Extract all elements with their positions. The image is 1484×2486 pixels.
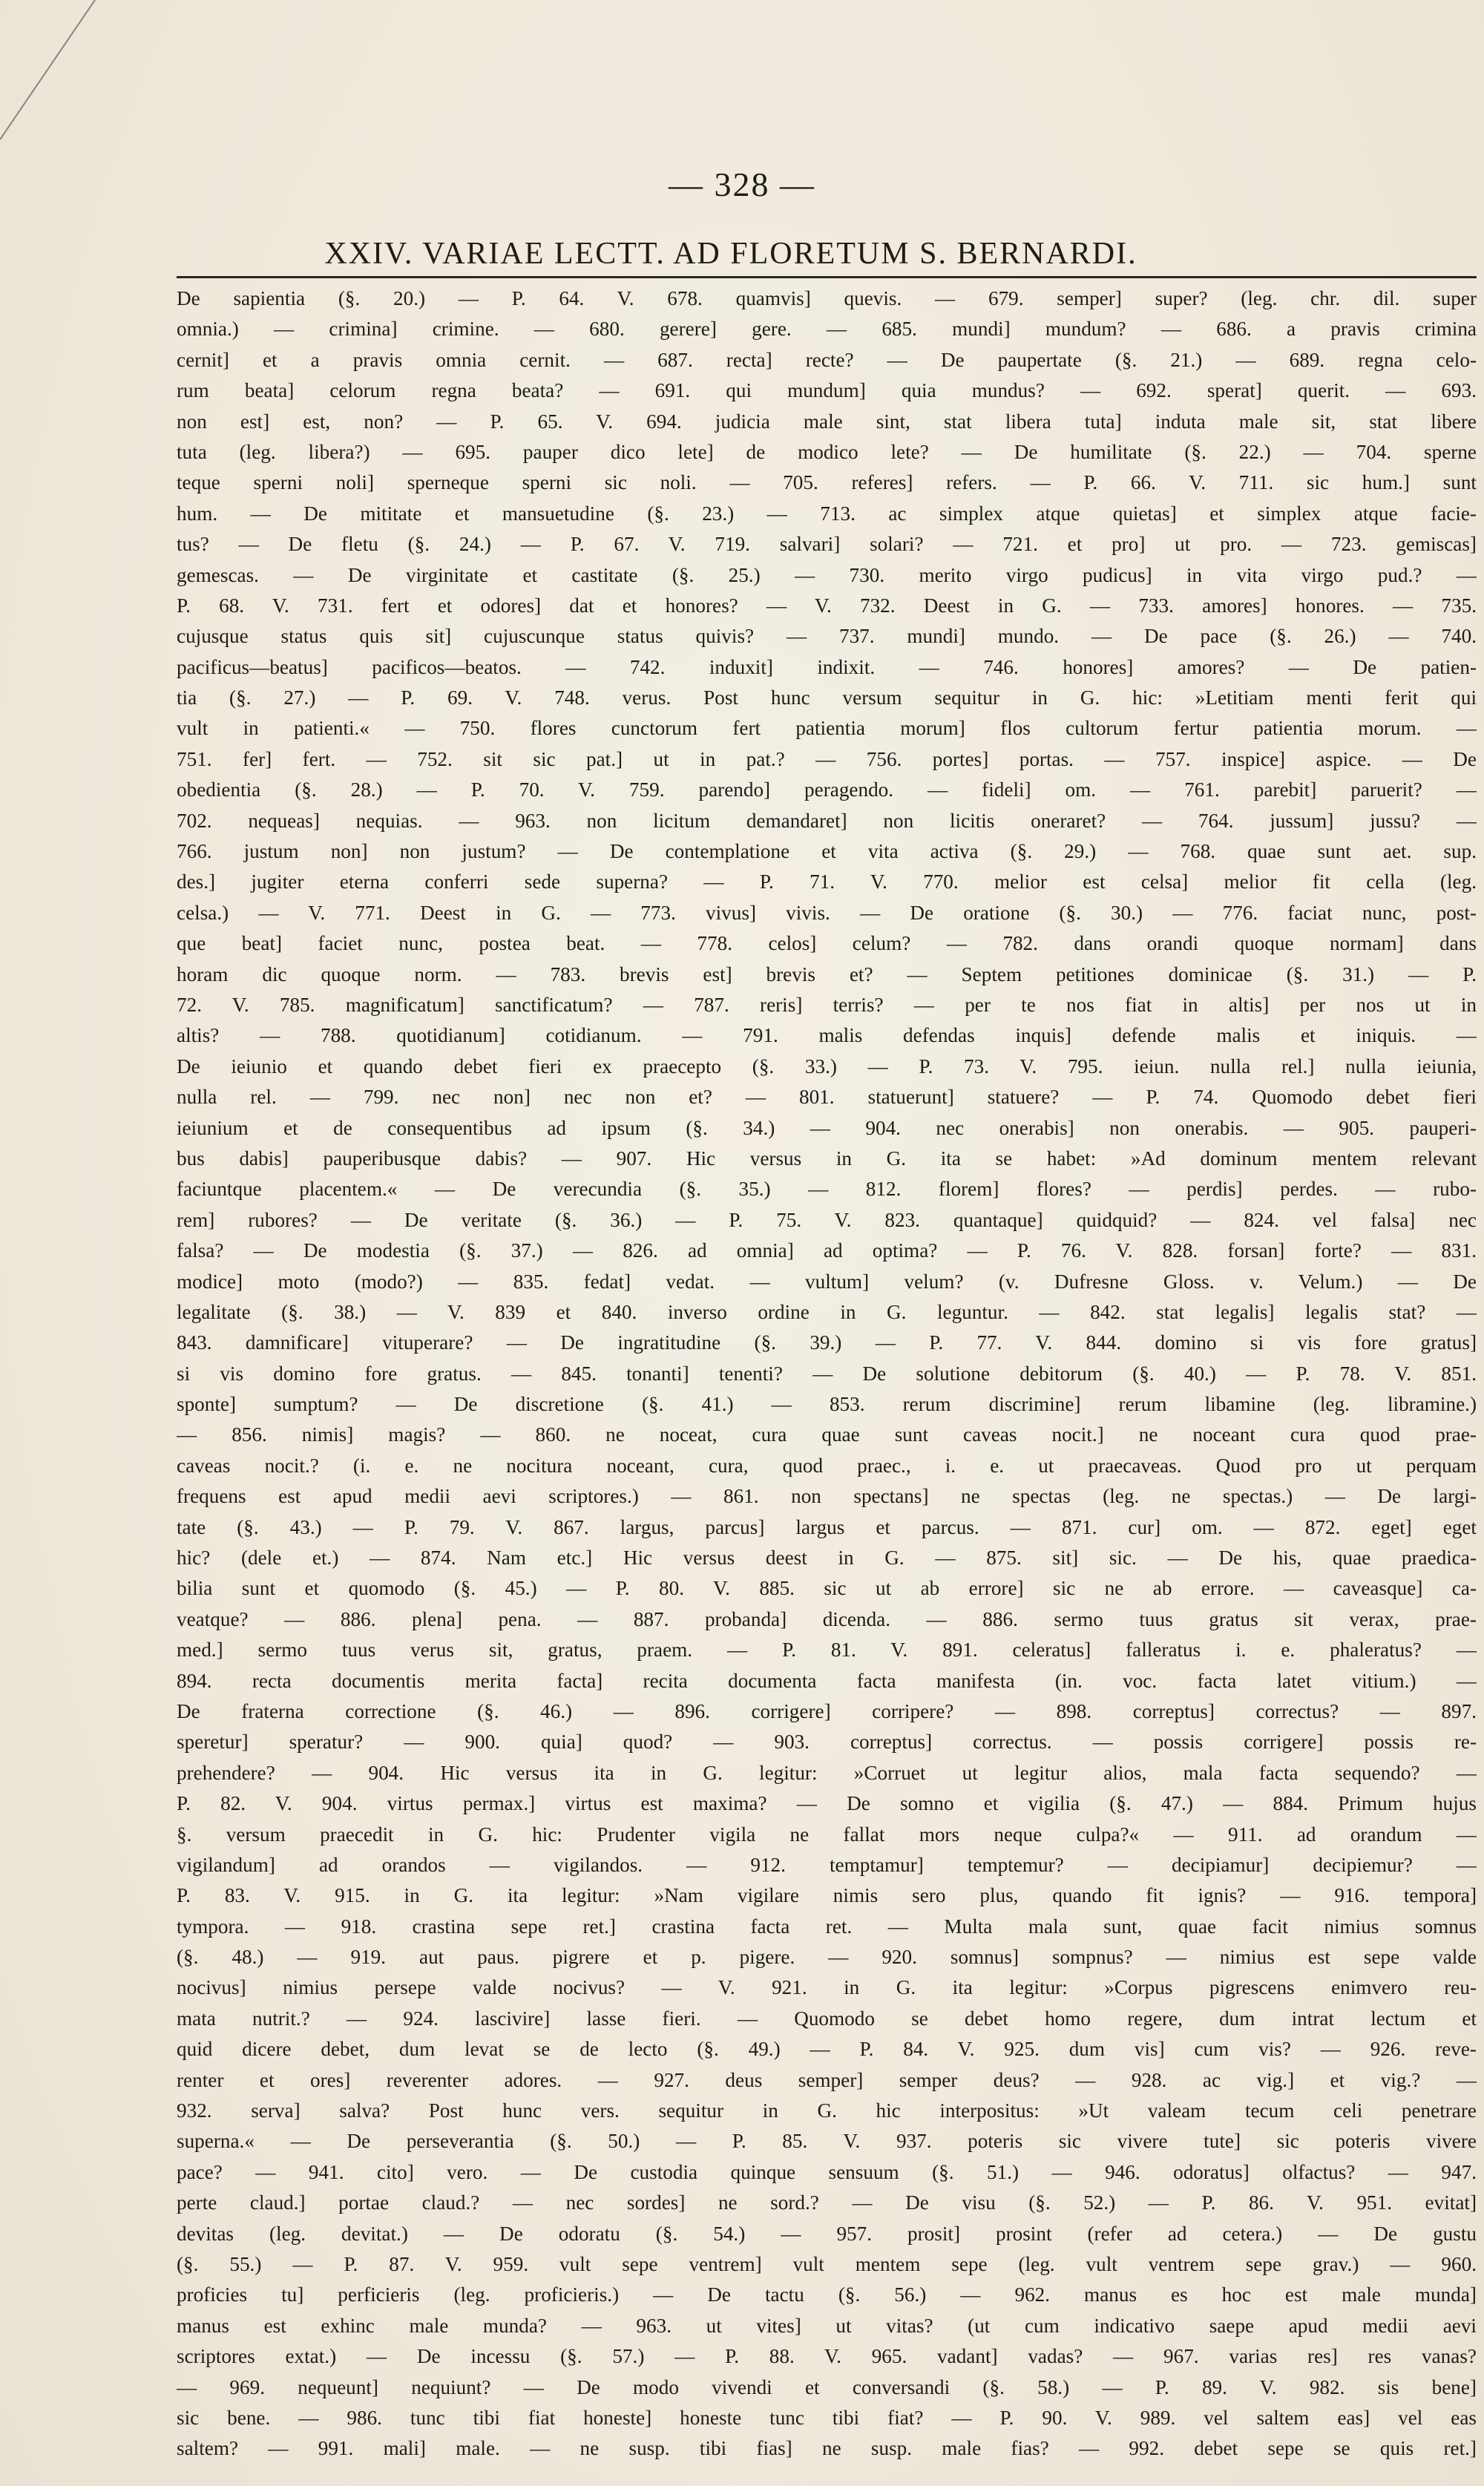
text-line: horam dic quoque norm. — 783. brevis est] brevis et? — Septem petitiones dominicae (§. 31.) — P. — [177, 962, 1477, 985]
text-line: 843. damnificare] vituperare? — De ingratitudine (§. 39.) — P. 77. V. 844. domino si vis fore gratus] — [177, 1331, 1477, 1354]
text-line: — 969. nequeunt] nequiunt? — De modo vivendi et conversandi (§. 58.) — P. 89. V. 982. sis bene] — [177, 2375, 1477, 2398]
text-line: non est] est, non? — P. 65. V. 694. judicia male sint, stat libera tuta] induta male sit, stat libere — [177, 410, 1477, 433]
text-line: faciuntque placentem.« — De verecundia (§. 35.) — 812. florem] flores? — perdis] perdes. — rubo- — [177, 1178, 1477, 1201]
text-line: nulla rel. — 799. nec non] nec non et? — 801. statuerunt] statuere? — P. 74. Quomodo debet fieri — [177, 1086, 1477, 1109]
text-line: rum beata] celorum regna beata? — 691. qui mundum] quia mundus? — 692. sperat] querit. — 693. — [177, 379, 1477, 402]
text-line: De sapientia (§. 20.) — P. 64. V. 678. quamvis] quevis. — 679. semper] super? (leg. chr. dil. super — [177, 287, 1477, 309]
text-line: tate (§. 43.) — P. 79. V. 867. largus, parcus] largus et parcus. — 871. cur] om. — 872. eget] eget — [177, 1515, 1477, 1538]
text-line: proficies tu] perficieris (leg. proficieris.) — De tactu (§. 56.) — 962. manus es hoc est male munda] — [177, 2283, 1477, 2306]
text-line: saltem? — 991. mali] male. — ne susp. tibi fias] ne susp. male fias? — 992. debet sepe se quis ret.] — [177, 2437, 1477, 2460]
text-line: tus? — De fletu (§. 24.) — P. 67. V. 719. salvari] solari? — 721. et pro] ut pro. — 723. gemiscas] — [177, 533, 1477, 556]
text-line: bus dabis] pauperibusque dabis? — 907. Hic versus in G. ita se habet: »Ad dominum mentem relevant — [177, 1147, 1477, 1170]
text-line: omnia.) — crimina] crimine. — 680. gerere] gere. — 685. mundi] mundum? — 686. a pravis crimina — [177, 318, 1477, 341]
text-line: vigilandum] ad orandos — vigilandos. — 912. temptamur] temptemur? — decipiamur] decipiemur? — — [177, 1853, 1477, 1876]
text-line: altis? — 788. quotidianum] cotidianum. — 791. malis defendas inquis] defende malis et iniquis. — — [177, 1024, 1477, 1047]
text-line: pace? — 941. cito] vero. — De custodia quinque sensuum (§. 51.) — 946. odoratus] olfactus? — 947. — [177, 2160, 1477, 2183]
text-line: falsa? — De modestia (§. 37.) — 826. ad omnia] ad optima? — P. 76. V. 828. forsan] forte? — 831. — [177, 1239, 1477, 1262]
text-line: cujusque status quis sit] cujuscunque status quivis? — 737. mundi] mundo. — De pace (§. 26.) — 740. — [177, 625, 1477, 648]
text-line: tia (§. 27.) — P. 69. V. 748. verus. Post hunc versum sequitur in G. hic: »Letitiam menti ferit qui — [177, 686, 1477, 709]
text-line: P. 82. V. 904. virtus permax.] virtus est maxima? — De somno et vigilia (§. 47.) — 884. Primum hujus — [177, 1792, 1477, 1815]
text-line: sponte] sumptum? — De discretione (§. 41.) — 853. rerum discrimine] rerum libamine (leg. libramine.) — [177, 1393, 1477, 1416]
body-text — [177, 283, 1477, 2464]
text-line: rem] rubores? — De veritate (§. 36.) — P. 75. V. 823. quantaque] quidquid? — 824. vel falsa] nec — [177, 1208, 1477, 1231]
text-line: teque sperni noli] sperneque sperni sic noli. — 705. referes] refers. — P. 66. V. 711. sic hum.] sunt — [177, 471, 1477, 494]
text-line: veatque? — 886. plena] pena. — 887. probanda] dicenda. — 886. sermo tuus gratus sit verax, prae- — [177, 1607, 1477, 1630]
text-line: prehendere? — 904. Hic versus ita in G. legitur: »Corruet ut legitur alios, mala facta sequendo? — — [177, 1761, 1477, 1784]
text-line: obedientia (§. 28.) — P. 70. V. 759. parendo] peragendo. — fideli] om. — 761. parebit] paruerit? — — [177, 778, 1477, 801]
text-line: §. versum praecedit in G. hic: Prudenter vigila ne fallat mors neque culpa?« — 911. ad orandum — — [177, 1823, 1477, 1846]
text-line: nocivus] nimius persepe valde nocivus? — V. 921. in G. ita legitur: »Corpus pigrescens enimvero reu- — [177, 1976, 1477, 1999]
text-line: legalitate (§. 38.) — V. 839 et 840. inverso ordine in G. leguntur. — 842. stat legalis] legalis stat? — — [177, 1300, 1477, 1323]
text-line: (§. 55.) — P. 87. V. 959. vult sepe ventrem] vult mentem sepe (leg. vult ventrem sepe grav.) — 960. — [177, 2253, 1477, 2275]
text-line: speretur] speratur? — 900. quia] quod? — 903. correptus] correctus. — possis corrigere] possis re- — [177, 1731, 1477, 1754]
text-line: hum. — De mititate et mansuetudine (§. 23.) — 713. ac simplex atque quietas] et simplex atque facie- — [177, 502, 1477, 525]
heading-rule — [177, 276, 1477, 278]
text-line: 72. V. 785. magnificatum] sanctificatum? — 787. reris] terris? — per te nos fiat in altis] per nos ut in — [177, 993, 1477, 1016]
text-line: frequens est apud medii aevi scriptores.) — 861. non spectans] ne spectas (leg. ne spectas.) — De largi- — [177, 1485, 1477, 1508]
page-corner-mark — [0, 0, 104, 141]
text-line: med.] sermo tuus verus sit, gratus, praem. — P. 81. V. 891. celeratus] falleratus i. e. phaleratus? — — [177, 1639, 1477, 1662]
text-line: P. 83. V. 915. in G. ita legitur: »Nam vigilare nimis sero plus, quando fit ignis? — 916. tempora] — [177, 1884, 1477, 1907]
text-line: bilia sunt et quomodo (§. 45.) — P. 80. V. 885. sic ut ab errore] sic ne ab errore. — caveasque] ca- — [177, 1577, 1477, 1600]
text-line: hic? (dele et.) — 874. Nam etc.] Hic versus deest in G. — 875. sit] sic. — De his, quae praedica- — [177, 1547, 1477, 1570]
text-line: quid dicere debet, dum levat se de lecto (§. 49.) — P. 84. V. 925. dum vis] cum vis? — 926. reve- — [177, 2038, 1477, 2061]
text-line: mata nutrit.? — 924. lascivire] lasse fieri. — Quomodo se debet homo regere, dum intrat lectum et — [177, 2007, 1477, 2030]
text-line: ieiunium et de consequentibus ad ipsum (§. 34.) — 904. nec onerabis] non onerabis. — 905. pauperi- — [177, 1116, 1477, 1139]
text-line: si vis domino fore gratus. — 845. tonanti] tenenti? — De solutione debitorum (§. 40.) — P. 78. V. 851. — [177, 1362, 1477, 1385]
text-line: pacificus—beatus] pacificos—beatos. — 742. induxit] indixit. — 746. honores] amores? — De patien- — [177, 655, 1477, 678]
text-line: scriptores extat.) — De incessu (§. 57.) — P. 88. V. 965. vadant] vadas? — 967. varias res] res vanas? — [177, 2345, 1477, 2368]
text-line: 751. fer] fert. — 752. sit sic pat.] ut in pat.? — 756. portes] portas. — 757. inspice] aspice. — De — [177, 747, 1477, 770]
text-line: modice] moto (modo?) — 835. fedat] vedat. — vultum] velum? (v. Dufresne Gloss. v. Velum.) — De — [177, 1270, 1477, 1293]
text-line: celsa.) — V. 771. Deest in G. — 773. vivus] vivis. — De oratione (§. 30.) — 776. faciat nunc, post- — [177, 901, 1477, 924]
text-line: que beat] faciet nunc, postea beat. — 778. celos] celum? — 782. dans orandi quoque normam] dans — [177, 932, 1477, 955]
text-line: De ieiunio et quando debet fieri ex praecepto (§. 33.) — P. 73. V. 795. ieiun. nulla rel.] nulla ieiunia, — [177, 1055, 1477, 1078]
text-line: vult in patienti.« — 750. flores cunctorum fert patientia morum] flos cultorum fertur patientia morum. — — [177, 717, 1477, 740]
text-line: devitas (leg. devitat.) — De odoratu (§. 54.) — 957. prosit] prosint (refer ad cetera.) — De gustu — [177, 2222, 1477, 2245]
text-line: sic bene. — 986. tunc tibi fiat honeste] honeste tunc tibi fiat? — P. 90. V. 989. vel saltem eas] vel eas — [177, 2406, 1477, 2429]
text-line: 932. serva] salva? Post hunc vers. sequitur in G. hic interpositus: »Ut valeam tecum celi penetrare — [177, 2099, 1477, 2122]
text-line: P. 68. V. 731. fert et odores] dat et honores? — V. 732. Deest in G. — 733. amores] honores. — 735. — [177, 594, 1477, 617]
text-line: des.] jugiter eterna conferri sede superna? — P. 71. V. 770. melior est celsa] melior fit cella (leg. — [177, 870, 1477, 893]
text-line: manus est exhinc male munda? — 963. ut vites] ut vitas? (ut cum indicativo saepe apud medii aevi — [177, 2314, 1477, 2337]
section-heading: XXIV. VARIAE LECTT. AD FLORETUM S. BERNARDI. — [324, 237, 1137, 271]
text-line: De fraterna correctione (§. 46.) — 896. corrigere] corripere? — 898. correptus] correctus? — 897. — [177, 1699, 1477, 1722]
text-line: superna.« — De perseverantia (§. 50.) — P. 85. V. 937. poteris sic vivere tute] sic poteris vivere — [177, 2130, 1477, 2153]
text-line: 894. recta documentis merita facta] recita documenta facta manifesta (in. voc. facta latet vitium.) — — [177, 1669, 1477, 1692]
text-line: tympora. — 918. crastina sepe ret.] crastina facta ret. — Multa mala sunt, quae facit nimius somnus — [177, 1915, 1477, 1938]
text-line: (§. 48.) — 919. aut paus. pigrere et p. pigere. — 920. somnus] sompnus? — nimius est sepe valde — [177, 1946, 1477, 1969]
text-line: gemescas. — De virginitate et castitate (§. 25.) — 730. merito virgo pudicus] in vita virgo pud.? — — [177, 563, 1477, 586]
page-number: — 328 — — [669, 165, 815, 203]
text-line: cernit] et a pravis omnia cernit. — 687. recta] recte? — De paupertate (§. 21.) — 689. regna celo- — [177, 348, 1477, 371]
text-line: — 856. nimis] magis? — 860. ne noceat, cura quae sunt caveas nocit.] ne noceant cura quod prae- — [177, 1423, 1477, 1446]
text-line: perte claud.] portae claud.? — nec sordes] ne sord.? — De visu (§. 52.) — P. 86. V. 951. evitat] — [177, 2191, 1477, 2214]
text-line: renter et ores] reverenter adores. — 927. deus semper] semper deus? — 928. ac vig.] et vig.? — — [177, 2068, 1477, 2091]
text-line: tuta (leg. libera?) — 695. pauper dico lete] de modico lete? — De humilitate (§. 22.) — 704. sperne — [177, 440, 1477, 463]
text-line: 766. justum non] non justum? — De contemplatione et vita activa (§. 29.) — 768. quae sunt aet. sup. — [177, 840, 1477, 863]
text-line: 702. nequeas] nequias. — 963. non licitum demandaret] non licitis oneraret? — 764. jussum] jussu? — — [177, 809, 1477, 832]
text-line: caveas nocit.? (i. e. ne nocitura noceant, cura, quod praec., i. e. ut praecaveas. Quod pro ut perquam — [177, 1454, 1477, 1477]
